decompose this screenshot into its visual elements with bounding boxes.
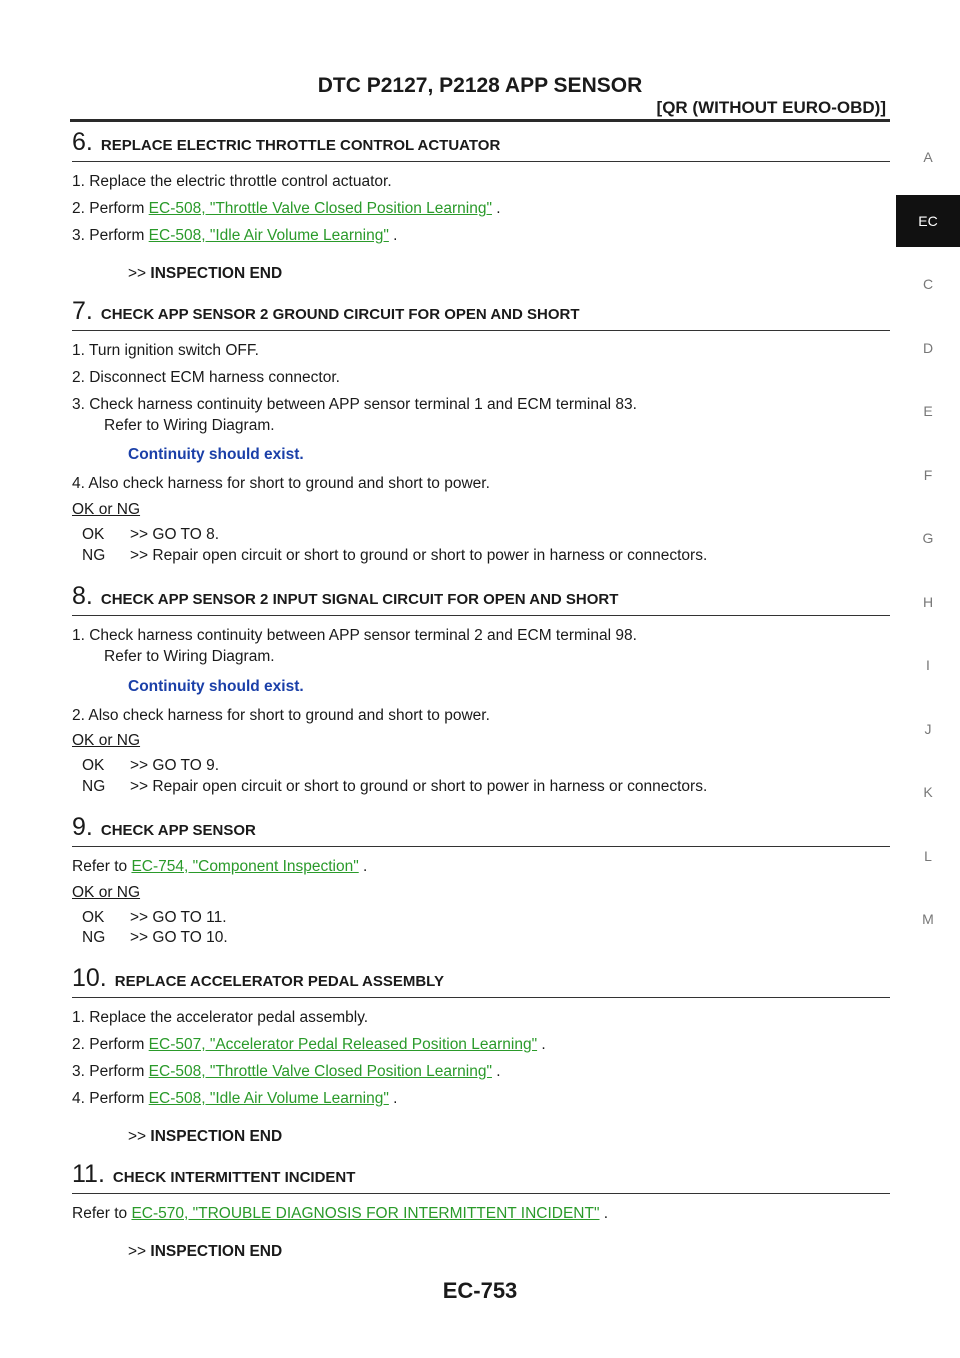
end-text: INSPECTION END bbox=[150, 1242, 283, 1260]
step-heading bbox=[72, 130, 890, 162]
step-heading bbox=[72, 1159, 890, 1194]
result-value: >> GO TO 8. bbox=[130, 526, 220, 544]
tab-a[interactable]: A bbox=[923, 148, 933, 165]
instruction bbox=[72, 1035, 890, 1056]
tab-e[interactable]: E bbox=[923, 403, 933, 420]
instruction-text: 3. Check harness continuity between APP sensor terminal 1 and ECM terminal 83. bbox=[72, 395, 637, 413]
result-key: NG bbox=[82, 777, 106, 795]
tab-k[interactable]: K bbox=[923, 784, 933, 801]
instruction bbox=[72, 1204, 890, 1225]
step-10 bbox=[72, 963, 890, 1146]
result-ng bbox=[72, 777, 890, 797]
instruction-text: . bbox=[491, 199, 501, 217]
result-value: >> GO TO 9. bbox=[130, 757, 220, 775]
instruction-text: 2. Perform bbox=[72, 1035, 149, 1053]
step-number: 6. bbox=[72, 128, 93, 156]
inspection-end bbox=[72, 1243, 890, 1261]
tab-d[interactable]: D bbox=[922, 339, 934, 356]
end-text: INSPECTION END bbox=[150, 1127, 283, 1145]
result-key: OK bbox=[82, 526, 105, 544]
instruction-text: . bbox=[599, 1204, 609, 1222]
reference-link[interactable]: EC-508, "Idle Air Volume Learning" bbox=[148, 226, 389, 244]
reference-link[interactable]: EC-507, "Accelerator Pedal Released Position Learning" bbox=[148, 1035, 538, 1053]
result-key: OK bbox=[82, 908, 105, 926]
instruction-text: . bbox=[388, 226, 398, 244]
instruction-text: . bbox=[388, 1089, 398, 1107]
tab-i[interactable]: I bbox=[926, 657, 930, 674]
ok-or-ng: OK or NG bbox=[72, 732, 141, 750]
end-text: INSPECTION END bbox=[150, 264, 283, 282]
step-6 bbox=[72, 130, 890, 283]
result-value: >> GO TO 10. bbox=[130, 928, 228, 946]
page-content bbox=[72, 130, 890, 1277]
result-ok bbox=[72, 756, 890, 776]
reference-link[interactable]: EC-754, "Component Inspection" bbox=[131, 857, 359, 875]
instruction bbox=[72, 1089, 890, 1110]
result-key: OK bbox=[82, 757, 105, 775]
result-value: >> Repair open circuit or short to ground or short to power in harness or connectors. bbox=[130, 546, 708, 564]
tab-f[interactable]: F bbox=[923, 466, 933, 483]
instruction bbox=[72, 857, 890, 878]
reference-link[interactable]: EC-508, "Idle Air Volume Learning" bbox=[148, 1089, 389, 1107]
instruction: 1. Check harness continuity between APP sensor terminal 2 and ECM terminal 98. bbox=[72, 626, 637, 644]
spec-note: Continuity should exist. bbox=[128, 446, 304, 464]
end-prefix: >> bbox=[128, 1242, 151, 1260]
reference-link[interactable]: EC-570, "TROUBLE DIAGNOSIS FOR INTERMITTENT INCIDENT" bbox=[131, 1204, 600, 1222]
instruction: 2. Disconnect ECM harness connector. bbox=[72, 368, 340, 386]
instruction bbox=[72, 1062, 890, 1083]
step-9 bbox=[72, 812, 890, 948]
step-title: REPLACE ELECTRIC THROTTLE CONTROL ACTUATOR bbox=[100, 137, 501, 154]
step-title: REPLACE ACCELERATOR PEDAL ASSEMBLY bbox=[114, 972, 444, 990]
step-7 bbox=[72, 296, 890, 566]
spec-note: Continuity should exist. bbox=[128, 677, 304, 695]
instruction-text: Refer to bbox=[72, 1204, 132, 1222]
instruction-text: . bbox=[537, 1035, 546, 1053]
instruction bbox=[72, 199, 890, 220]
instruction: Refer to Wiring Diagram. bbox=[104, 647, 275, 665]
page-header bbox=[70, 70, 890, 122]
reference-link[interactable]: EC-508, "Throttle Valve Closed Position Learning" bbox=[148, 1062, 492, 1080]
step-number: 10. bbox=[72, 963, 107, 992]
step-heading bbox=[72, 296, 890, 331]
step-heading bbox=[72, 963, 890, 998]
inspection-end bbox=[72, 1128, 890, 1146]
result-value: >> Repair open circuit or short to ground or short to power in harness or connectors. bbox=[130, 777, 708, 795]
step-8 bbox=[72, 581, 890, 797]
step-11 bbox=[72, 1159, 890, 1261]
instruction-text: 3. Perform bbox=[72, 226, 149, 244]
instruction-text: . bbox=[358, 857, 368, 875]
instruction bbox=[72, 395, 890, 416]
instruction: 1. Turn ignition switch OFF. bbox=[72, 341, 259, 359]
end-prefix: >> bbox=[128, 1127, 151, 1145]
tab-g[interactable]: G bbox=[922, 530, 934, 547]
instruction: 4. Also check harness for short to ground and short to power. bbox=[72, 475, 490, 493]
tab-h[interactable]: H bbox=[922, 593, 934, 610]
instruction-text: 2. Perform bbox=[72, 199, 149, 217]
ok-or-ng: OK or NG bbox=[72, 501, 141, 519]
step-number: 11. bbox=[72, 1159, 105, 1188]
page-title: DTC P2127, P2128 APP SENSOR bbox=[317, 74, 643, 97]
page-number: EC-753 bbox=[442, 1278, 518, 1303]
instruction bbox=[72, 226, 890, 247]
result-ok bbox=[72, 525, 890, 545]
instruction-text: 4. Perform bbox=[72, 1089, 149, 1107]
step-title: CHECK APP SENSOR 2 INPUT SIGNAL CIRCUIT FOR OPEN AND SHORT bbox=[100, 590, 619, 608]
result-key: NG bbox=[82, 928, 106, 946]
instruction: 1. Replace the accelerator pedal assembly. bbox=[72, 1008, 369, 1026]
end-prefix: >> bbox=[128, 264, 151, 282]
result-key: NG bbox=[82, 546, 106, 564]
tab-l[interactable]: L bbox=[924, 847, 932, 864]
step-title: CHECK APP SENSOR bbox=[100, 821, 256, 839]
page-subtitle: [QR (WITHOUT EURO-OBD)] bbox=[656, 98, 886, 117]
step-number: 9. bbox=[72, 812, 93, 841]
result-value: >> GO TO 11. bbox=[130, 908, 227, 926]
instruction: 1. Replace the electric throttle control actuator. bbox=[72, 173, 392, 190]
result-ng bbox=[72, 928, 890, 948]
step-title: CHECK APP SENSOR 2 GROUND CIRCUIT FOR OPEN AND SHORT bbox=[100, 305, 580, 323]
instruction: 2. Also check harness for short to ground and short to power. bbox=[72, 706, 490, 724]
instruction: Refer to Wiring Diagram. bbox=[104, 416, 275, 434]
instruction-text: Refer to bbox=[72, 857, 132, 875]
step-number: 7. bbox=[72, 296, 93, 325]
ok-or-ng: OK or NG bbox=[72, 883, 141, 901]
tab-m[interactable]: M bbox=[922, 911, 934, 928]
result-ng bbox=[72, 546, 890, 566]
step-title: CHECK INTERMITTENT INCIDENT bbox=[112, 1168, 356, 1186]
step-heading bbox=[72, 581, 890, 616]
tab-ec[interactable]: EC bbox=[896, 195, 960, 247]
step-number: 8. bbox=[72, 581, 93, 610]
tab-j[interactable]: J bbox=[924, 720, 932, 737]
instruction-text: . bbox=[491, 1062, 501, 1080]
result-ok bbox=[72, 908, 890, 928]
section-tabs bbox=[896, 125, 960, 951]
step-heading bbox=[72, 812, 890, 847]
tab-c[interactable]: C bbox=[922, 276, 934, 293]
inspection-end bbox=[72, 265, 890, 283]
reference-link[interactable]: EC-508, "Throttle Valve Closed Position Learning" bbox=[148, 199, 492, 217]
instruction-text: 3. Perform bbox=[72, 1062, 149, 1080]
